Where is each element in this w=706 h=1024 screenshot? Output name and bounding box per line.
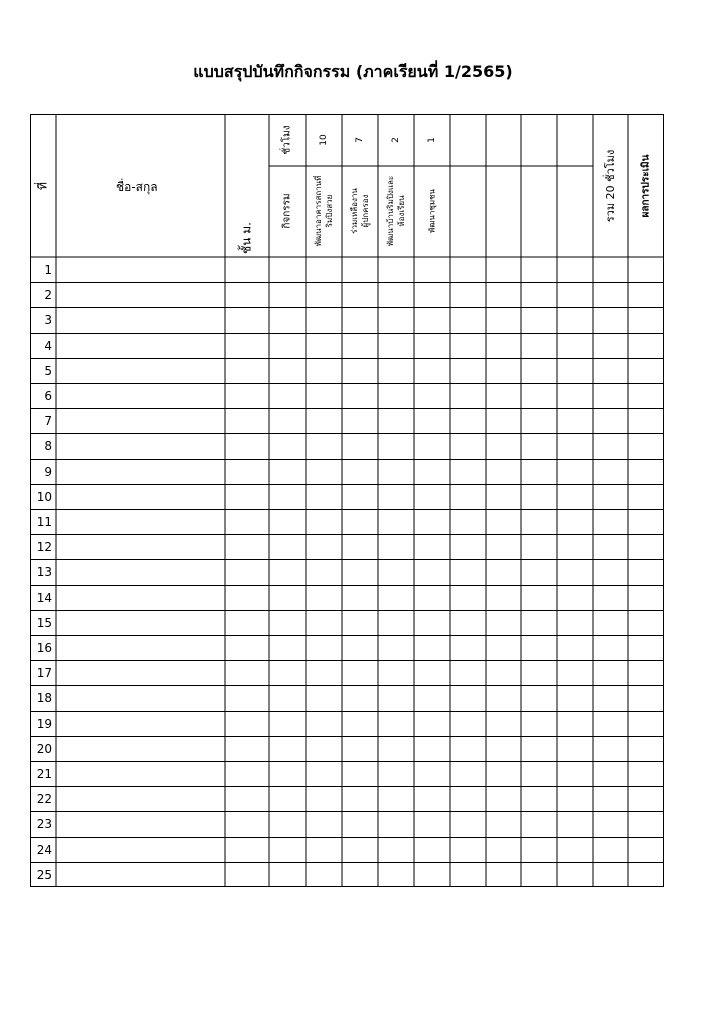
row-number: 23 — [36, 817, 52, 832]
row-number: 4 — [44, 338, 52, 353]
row-number: 6 — [44, 389, 52, 403]
row-number: 18 — [36, 691, 52, 706]
total-hours-header: รวม 20 ชั่วโมง — [604, 149, 617, 223]
activity-4-hours: 1 — [427, 137, 437, 143]
activity-label: กิจกรรม — [281, 193, 293, 229]
row-number: 1 — [44, 263, 52, 277]
activity-4-name-line1: พัฒนาชุมชน — [427, 188, 437, 234]
table-grid — [30, 114, 664, 887]
hours-label: ชั่วโมง — [281, 125, 293, 155]
row-number: 21 — [36, 767, 52, 781]
activity-2-hours: 7 — [355, 137, 365, 143]
activity-1-hours: 10 — [319, 134, 329, 146]
row-number: 3 — [44, 313, 52, 328]
activity-1-name-line2: ริมปิงสวย — [325, 194, 334, 228]
activity-3-name — [385, 176, 407, 246]
activity-summary-table — [30, 114, 664, 887]
activity-1-name — [313, 176, 335, 247]
activity-2-name-line1: ร่วมเหลืองาน — [350, 188, 359, 234]
row-number: 16 — [36, 641, 52, 655]
row-number: 19 — [36, 716, 52, 731]
evaluation-result-header: ผลการประเมิน — [640, 154, 652, 218]
activity-3-name-line1: พัฒนาบ้านริมปิงและ — [386, 175, 395, 247]
row-number: 25 — [36, 867, 52, 882]
row-number: 5 — [44, 363, 52, 378]
row-number: 14 — [36, 590, 52, 605]
row-number: 22 — [36, 792, 52, 807]
row-number: 2 — [44, 288, 52, 303]
activity-4-name — [427, 189, 438, 233]
row-number: 8 — [44, 439, 52, 454]
row-number: 10 — [36, 489, 52, 504]
row-number: 7 — [44, 414, 52, 429]
activity-1-name-line1: พัฒนาอาคารสถานที่ — [314, 175, 323, 247]
activity-2-name — [349, 188, 371, 234]
row-number: 11 — [36, 515, 52, 529]
row-number: 12 — [36, 540, 52, 555]
row-number: 13 — [36, 565, 52, 580]
row-number: 17 — [36, 666, 52, 681]
activity-2-name-line2: ผู้ปกครอง — [361, 194, 370, 228]
column-name-header: ชื่อ-สกุล — [116, 180, 158, 194]
row-number: 24 — [36, 842, 52, 857]
column-class-header: ชั้น ม. — [239, 222, 254, 254]
activity-3-hours: 2 — [391, 137, 401, 143]
column-number-header: ที่ — [35, 182, 50, 190]
row-number: 9 — [44, 464, 52, 479]
row-number: 15 — [36, 615, 52, 630]
row-number: 20 — [36, 741, 52, 756]
activity-3-name-line2: ห้องเรียน — [397, 195, 406, 227]
page-title: แบบสรุปบันทึกกิจกรรม (ภาคเรียนที่ 1/2565) — [193, 62, 513, 81]
